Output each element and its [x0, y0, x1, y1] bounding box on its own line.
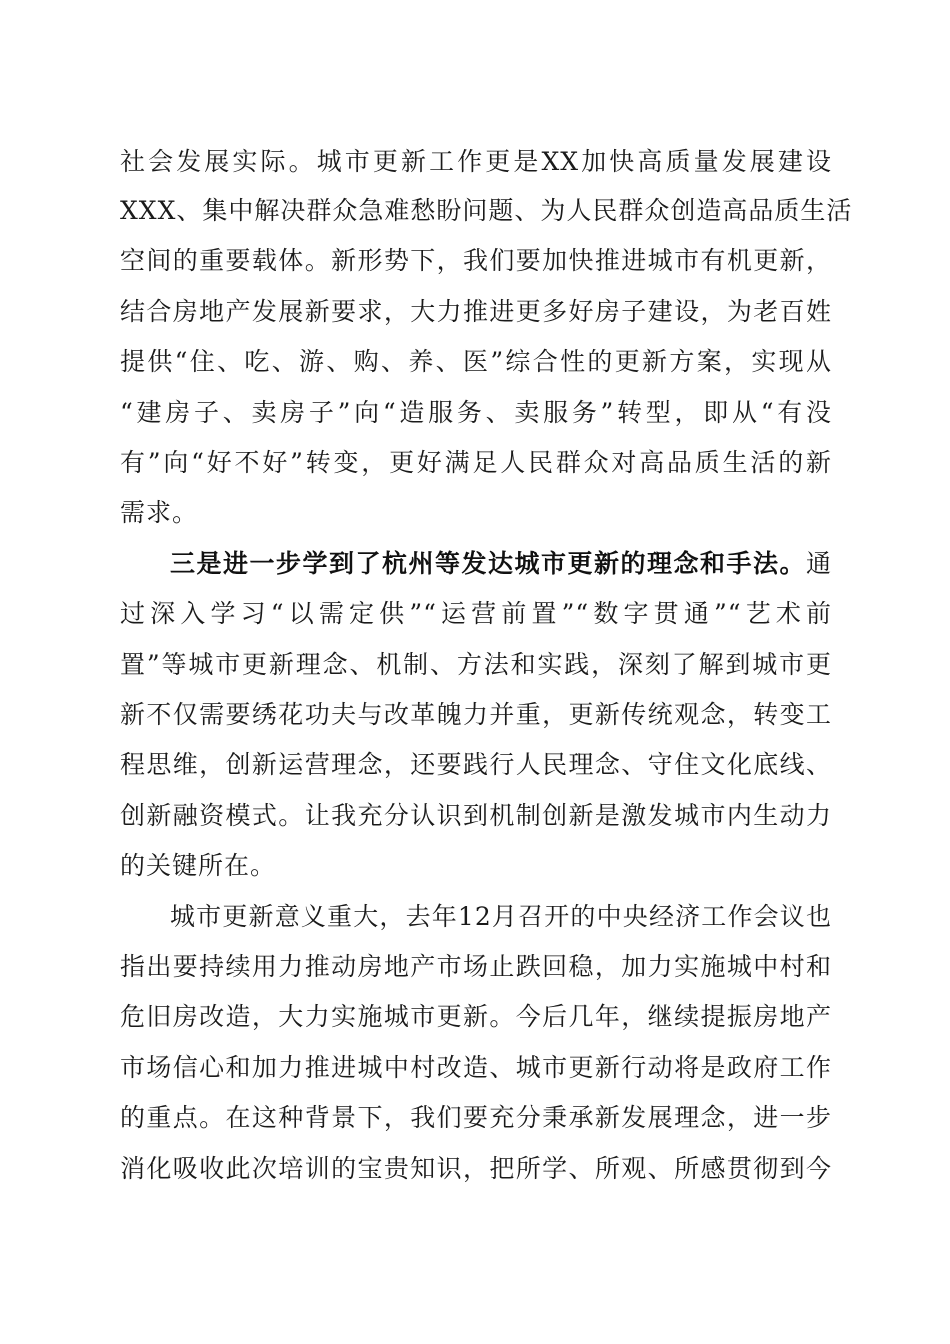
- paragraph-3-line-2: 指出要持续用力推动房地产市场止跌回稳，加力实施城中村和: [120, 952, 832, 981]
- paragraph-2-line-5: 程思维，创新运营理念，还要践行人民理念、守住文化底线、: [120, 750, 832, 779]
- paragraph-1-line-6: “建房子、卖房子”向“造服务、卖服务”转型，即从“有没: [120, 398, 832, 427]
- paragraph-1-line-4: 结合房地产发展新要求，大力推进更多好房子建设，为老百姓: [120, 297, 832, 326]
- paragraph-2-line-7: 的关键所在。: [120, 851, 277, 880]
- paragraph-2-line-3: 置”等城市更新理念、机制、方法和实践，深刻了解到城市更: [120, 650, 832, 679]
- paragraph-1-line-1: 社会发展实际。城市更新工作更是XX加快高质量发展建设: [120, 147, 832, 176]
- paragraph-3-line-4: 市场信心和加力推进城中村改造、城市更新行动将是政府工作: [120, 1053, 832, 1082]
- paragraph-2-heading: 三是进一步学到了杭州等发达城市更新的理念和手法。: [170, 549, 806, 578]
- paragraph-2-heading-tail: 通: [805, 549, 832, 578]
- paragraph-2-line-2: 过深入学习“以需定供”“运营前置”“数字贯通”“艺术前: [120, 599, 832, 628]
- paragraph-2-line-1: [170, 544, 832, 584]
- paragraph-1-line-5: 提供“住、吃、游、购、养、医”综合性的更新方案，实现从: [120, 347, 832, 376]
- paragraph-3-line-3: 危旧房改造，大力实施城市更新。今后几年，继续提振房地产: [120, 1002, 832, 1031]
- paragraph-2-line-4: 新不仅需要绣花功夫与改革魄力并重，更新传统观念，转变工: [120, 700, 832, 729]
- paragraph-2-line-6: 创新融资模式。让我充分认识到机制创新是激发城市内生动力: [120, 801, 832, 830]
- paragraph-1-line-3: 空间的重要载体。新形势下，我们要加快推进城市有机更新，: [120, 246, 832, 275]
- paragraph-1-line-2: XXX、集中解决群众急难愁盼问题、为人民群众创造高品质生活: [120, 196, 853, 225]
- paragraph-3-line-5: 的重点。在这种背景下，我们要充分秉承新发展理念，进一步: [120, 1103, 832, 1132]
- paragraph-1-line-8: 需求。: [120, 498, 199, 527]
- paragraph-3-line-6: 消化吸收此次培训的宝贵知识，把所学、所观、所感贯彻到今: [120, 1154, 832, 1183]
- paragraph-3-line-1: 城市更新意义重大，去年12月召开的中央经济工作会议也: [170, 902, 832, 931]
- paragraph-1-line-7: 有”向“好不好”转变，更好满足人民群众对高品质生活的新: [120, 448, 832, 477]
